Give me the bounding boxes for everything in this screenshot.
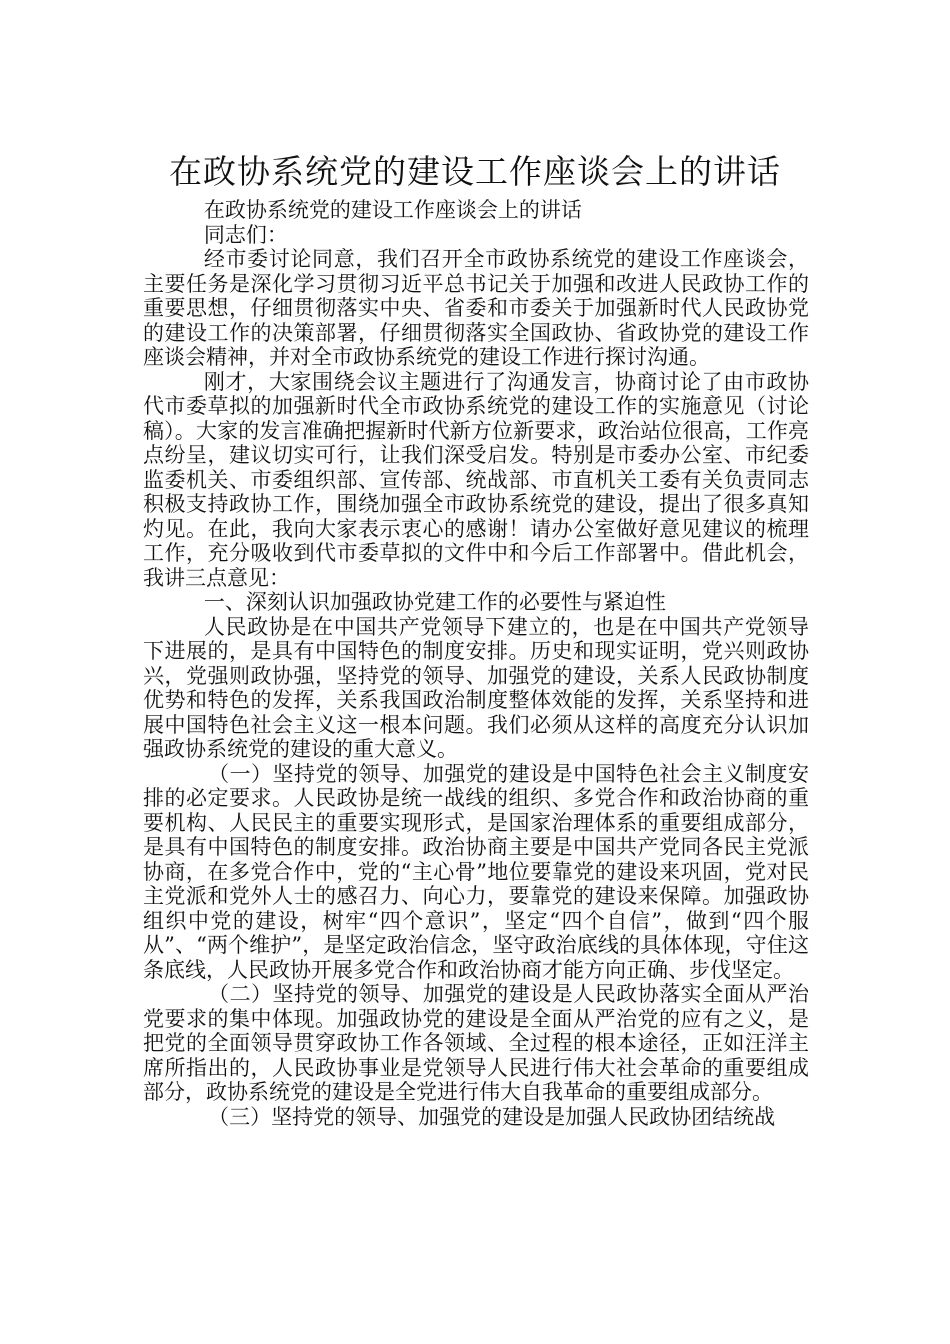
body-paragraph: （二）坚持党的领导、加强党的建设是人民政协落实全面从严治党要求的集中体现。加强政协党的建设是全面从严治党的应有之义，是把党的全面领导贯穿政协工作各领域、全过程的根本途径，正如汪洋主席所指出的，人民政协事业是党领导人民进行伟大社会革命的重要组成部分，政协系统党的建设是全党进行伟大自我革命的重要组成部分。 <box>143 982 809 1104</box>
document-title: 在政协系统党的建设工作座谈会上的讲话 <box>169 152 781 192</box>
body-paragraph: （三）坚持党的领导、加强党的建设是加强人民政协团结统战 <box>208 1104 776 1129</box>
salutation: 同志们： <box>203 222 288 247</box>
body-paragraph: （一）坚持党的领导、加强党的建设是中国特色社会主义制度安排的必定要求。人民政协是统一战线的组织、多党合作和政治协商的重要机构、人民民主的重要实现形式，是国家治理体系的重要组成部分，是具有中国特色的制度安排。政治协商主要是中国共产党同各民主党派协商，在多党合作中，党的“主心骨”地位要靠党的建设来巩固，党对民主党派和党外人士的感召力、向心力，要靠党的建设来保障。加强政协组织中党的建设，树牢“四个意识”，坚定“四个自信”，做到“四个服从”、“两个维护”，是坚定政治信念，坚守政治底线的具体体现，守住这条底线，人民政协开展多党合作和政治协商才能方向正确、步伐坚定。 <box>143 761 809 982</box>
subtitle-paragraph: 在政协系统党的建设工作座谈会上的讲话 <box>203 198 582 222</box>
body-paragraph: 刚才，大家围绕会议主题进行了沟通发言，协商讨论了由市政协代市委草拟的加强新时代全市政协系统党的建设工作的实施意见（讨论稿）。大家的发言准确把握新时代新方位新要求，政治站位很高，工作亮点纷呈，建议切实可行，让我们深受启发。特别是市委办公室、市纪委监委机关、市委组织部、宣传部、统战部、市直机关工委有关负责同志积极支持政协工作，围绕加强全市政协系统党的建设，提出了很多真知灼见。在此，我向大家表示衷心的感谢！请办公室做好意见建议的梳理工作，充分吸收到代市委草拟的文件中和今后工作部署中。借此机会，我讲三点意见： <box>143 369 809 590</box>
section-heading: 一、深刻认识加强政协党建工作的必要性与紧迫性 <box>203 590 666 614</box>
document-body <box>143 198 809 1129</box>
body-paragraph: 经市委讨论同意，我们召开全市政协系统党的建设工作座谈会，主要任务是深化学习贯彻习近平总书记关于加强和改进人民政协工作的重要思想，仔细贯彻落实中央、省委和市委关于加强新时代人民政协党的建设工作的决策部署，仔细贯彻落实全国政协、省政协党的建设工作座谈会精神，并对全市政协系统党的建设工作进行探讨沟通。 <box>143 247 809 369</box>
body-paragraph: 人民政协是在中国共产党领导下建立的，也是在中国共产党领导下进展的，是具有中国特色的制度安排。历史和现实证明，党兴则政协兴，党强则政协强，坚持党的领导、加强党的建设，关系人民政协制度优势和特色的发挥，关系我国政治制度整体效能的发挥，关系坚持和进展中国特色社会主义这一根本问题。我们必须从这样的高度充分认识加强政协系统党的建设的重大意义。 <box>143 614 809 761</box>
